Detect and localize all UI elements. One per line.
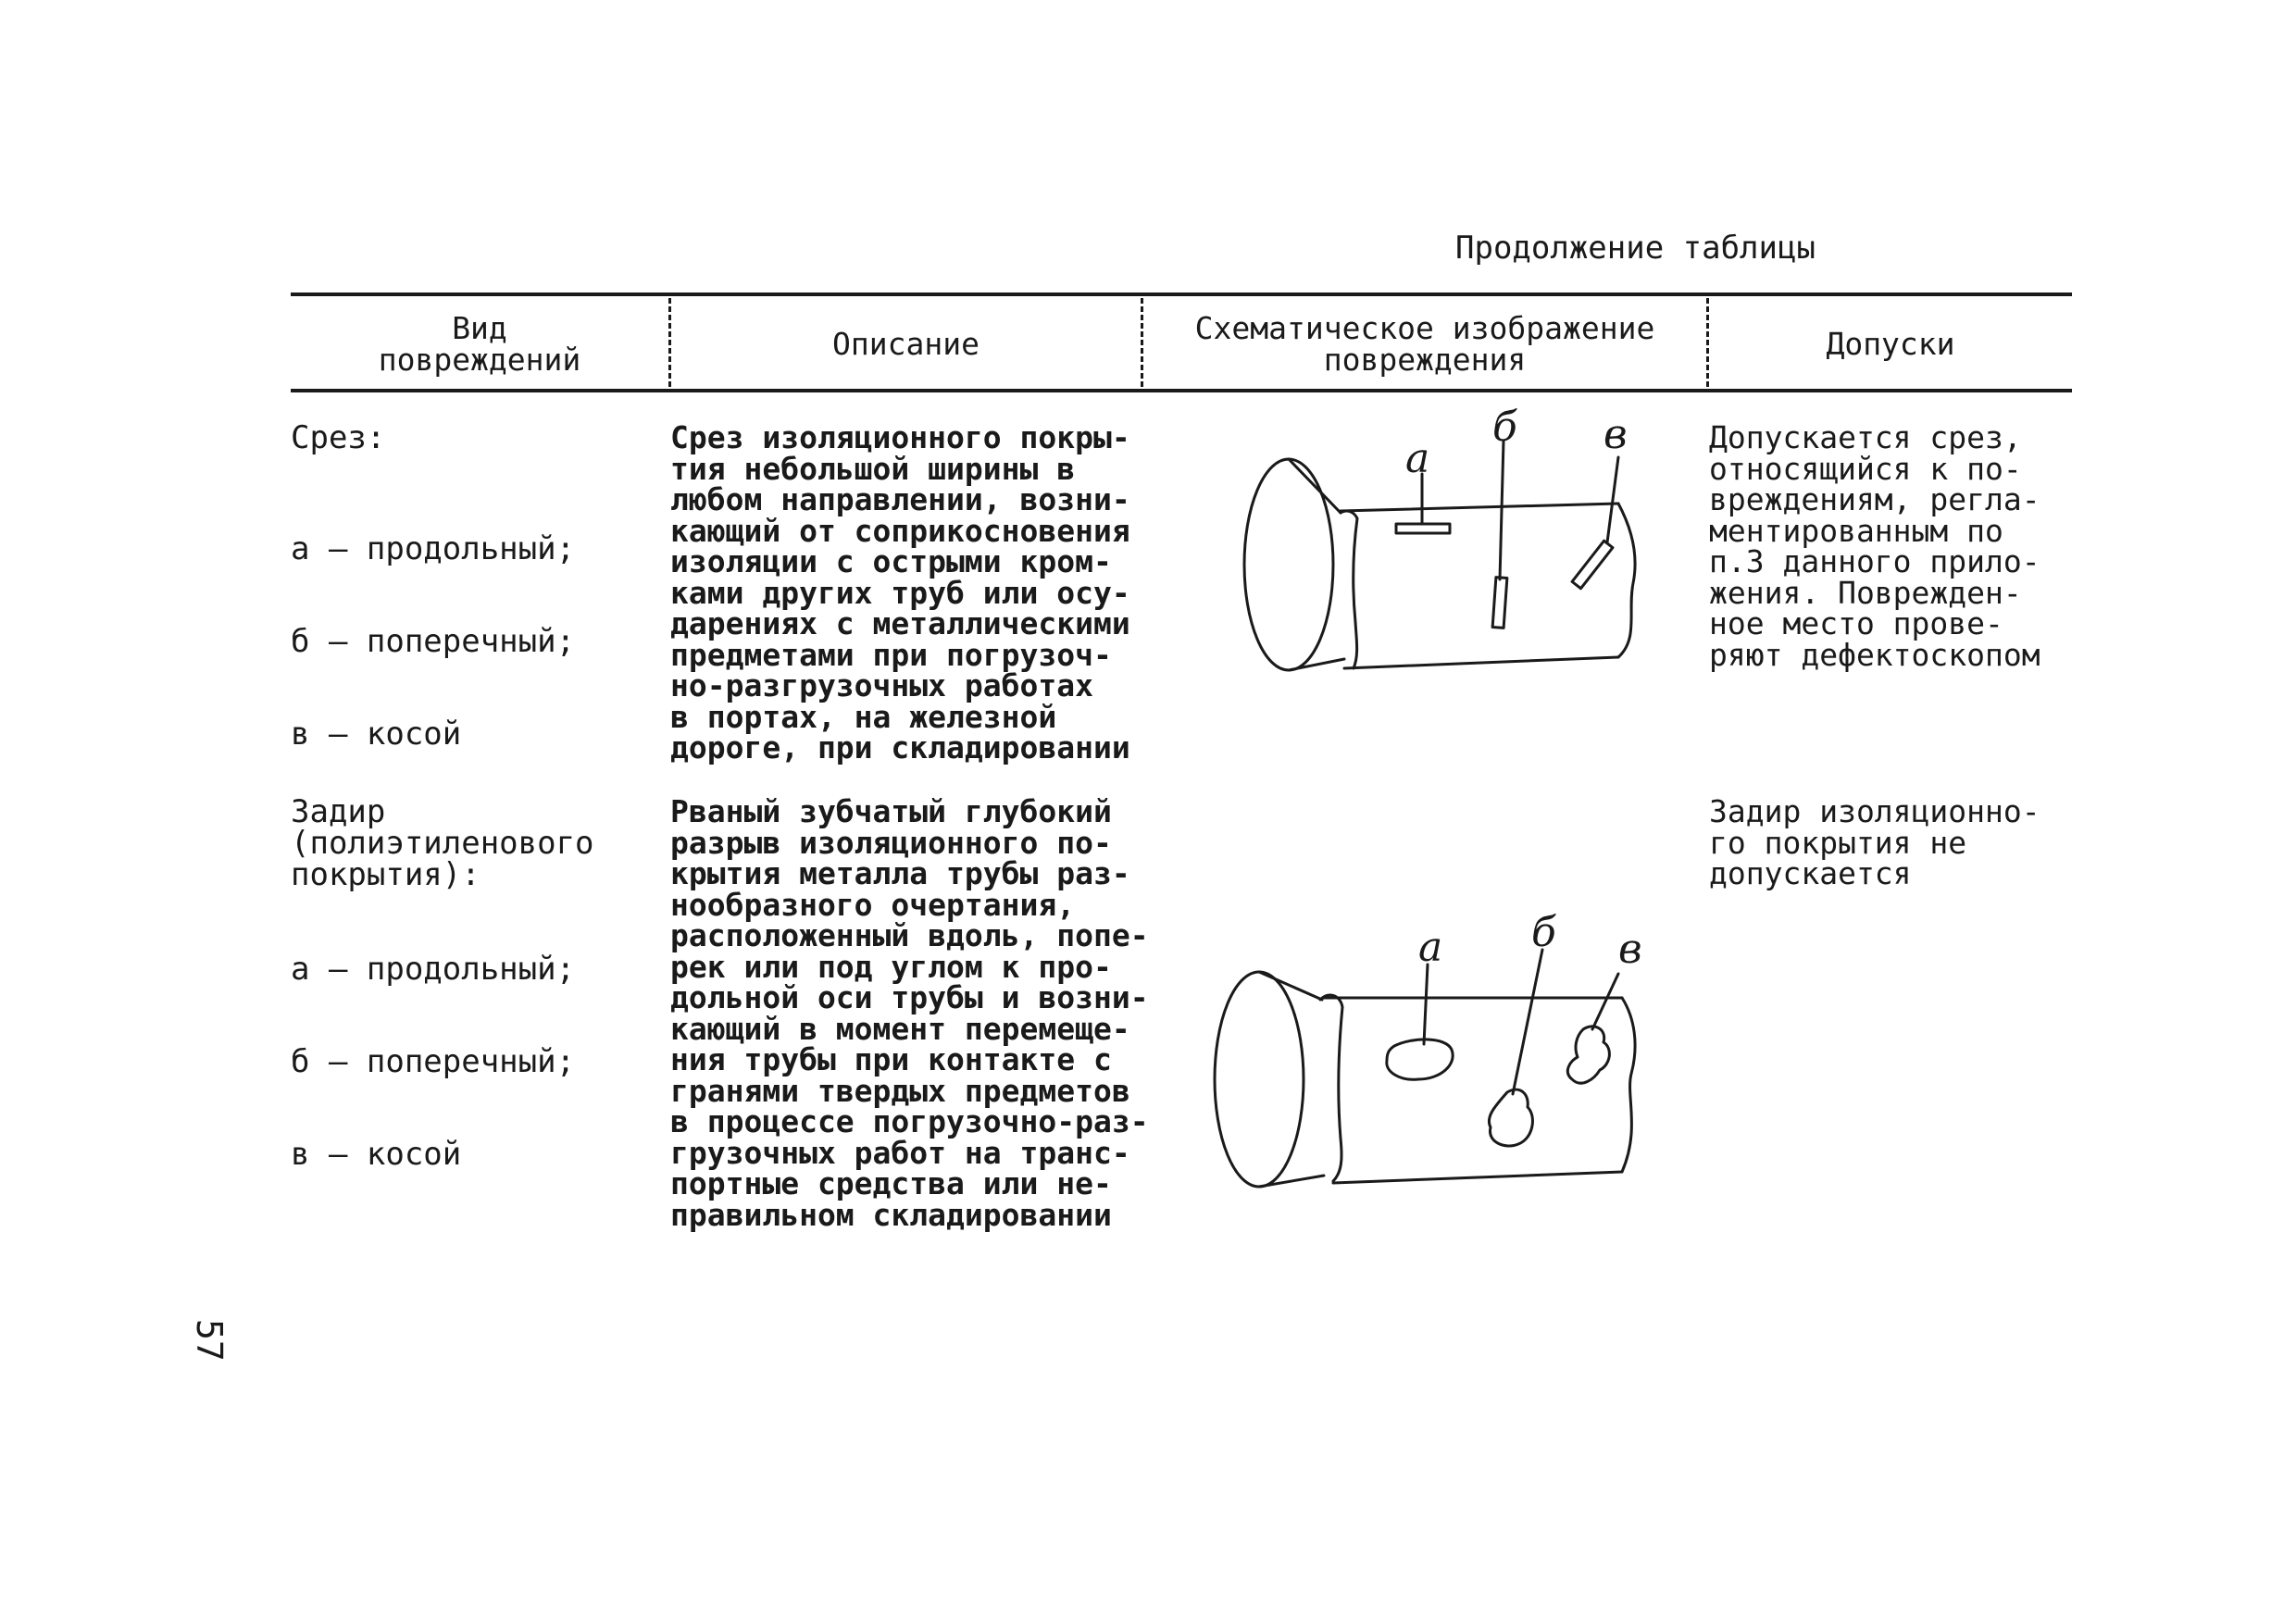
table-top-rule xyxy=(291,292,2072,296)
row1-item-b: б – поперечный; xyxy=(291,623,576,660)
table-header-rule xyxy=(291,389,2072,392)
row2-damage-items xyxy=(291,900,575,1224)
row1-damage-items xyxy=(291,479,575,803)
row2-tear-a xyxy=(1387,1039,1453,1079)
row2-leader-a xyxy=(1424,965,1428,1044)
row1-damage-title: Срез: xyxy=(291,419,386,456)
row2-leader-b xyxy=(1513,950,1542,1094)
header-tolerances: Допуски xyxy=(1826,326,1955,362)
row2-damage-title: Задир (полиэтиленового покрытия): xyxy=(291,793,594,893)
row2-description: Рваный зубчатый глубокий разрыв изоляционного по- крытия металла трубы раз- нообразного очертания, расположенный вдоль, попе- рек или под углом к про- дольной оси трубы и возни- кающий в момент перемеще- ния трубы при контакте с гранями твердых предметов в процессе погрузочно-раз- грузочных работ на транс- портные средства или не- правильном складировании xyxy=(670,793,1149,1233)
row1-label-a: а xyxy=(1405,435,1430,482)
header-schematic: Схематическое изображение повреждения xyxy=(1194,310,1655,378)
row2-item-b: б – поперечный; xyxy=(291,1043,576,1080)
row1-coating-right-edge xyxy=(1618,504,1635,657)
row2-pipe-tear-diagram xyxy=(1204,898,1685,1194)
row2-coating-right-edge xyxy=(1622,998,1635,1172)
row1-tolerance: Допускается срез, относящийся к по- вреждениям, регла- ментированным по п.3 данного прило- жения. Поврежден- ное место прове- ряют дефектоскопом xyxy=(1709,419,2040,673)
row2-pipe-inner-top xyxy=(1259,972,1322,1000)
row1-cut-b xyxy=(1492,578,1507,629)
row1-coating-top xyxy=(1341,504,1618,511)
row1-item-c: в – косой xyxy=(291,716,462,753)
row1-pipe-cut-diagram xyxy=(1231,404,1676,685)
row2-pipe-inner-bottom xyxy=(1259,1176,1324,1187)
row1-coating-bottom xyxy=(1344,657,1618,668)
row1-pipe-inner-bottom xyxy=(1289,659,1344,670)
row2-tolerance: Задир изоляционно- го покрытия не допускается xyxy=(1709,793,2040,891)
table-continuation-caption: Продолжение таблицы xyxy=(1455,230,1816,267)
row2-label-a: а xyxy=(1418,924,1443,971)
row1-leader-c xyxy=(1607,457,1618,542)
page-number: 57 xyxy=(189,1319,230,1362)
row1-description: Срез изоляционного покры- тия небольшой ширины в любом направлении, возни- кающий от соприкосновения изоляции с острыми кром- ками других труб или осу- дарениях с металлическими предметами при погрузоч- но-разгрузочных работах в портах, на железной дороге, при складировании xyxy=(670,419,1130,765)
row1-cut-c xyxy=(1572,541,1613,589)
row1-leader-b xyxy=(1500,441,1504,579)
row2-label-b: б xyxy=(1531,909,1556,956)
row1-label-b: б xyxy=(1492,404,1517,451)
row1-coating-left-edge xyxy=(1341,511,1357,668)
row2-coating-left-edge xyxy=(1320,995,1342,1181)
row1-pipe-inner-top xyxy=(1289,459,1341,513)
header-description: Описание xyxy=(832,326,980,362)
row2-leader-c xyxy=(1592,974,1618,1029)
row2-pipe-end xyxy=(1215,972,1304,1187)
row2-label-c: в xyxy=(1618,926,1642,973)
row2-item-a: а – продольный; xyxy=(291,951,576,988)
row2-coating-bottom xyxy=(1333,1172,1622,1183)
row2-tear-b xyxy=(1489,1089,1532,1146)
row1-label-c: в xyxy=(1603,411,1628,458)
header-damage-type: Вид повреждений xyxy=(378,310,581,378)
row1-cut-a xyxy=(1396,524,1450,533)
row1-item-a: а – продольный; xyxy=(291,530,576,567)
row2-tear-c xyxy=(1567,1027,1609,1083)
row2-item-c: в – косой xyxy=(291,1136,462,1173)
